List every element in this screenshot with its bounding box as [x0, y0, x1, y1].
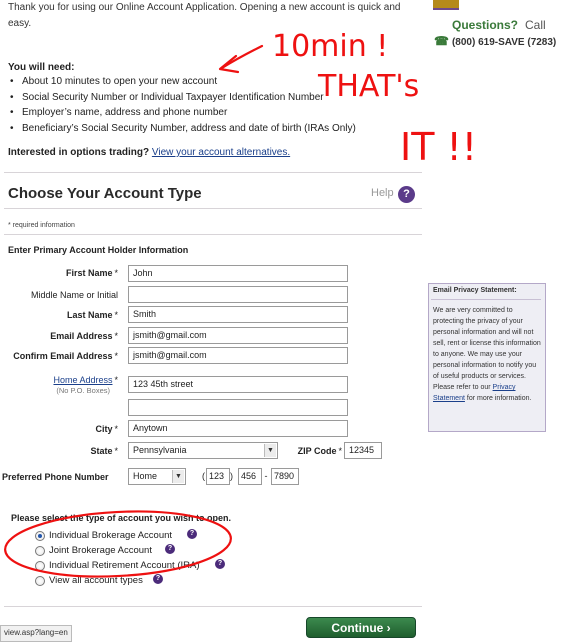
zip-label: ZIP Code * — [297, 446, 342, 456]
form-subtitle: Enter Primary Account Holder Information — [8, 245, 189, 255]
needs-item: • Social Security Number or Individual Taxpayer Identification Number — [8, 90, 356, 106]
help-icon[interactable]: ? — [165, 544, 175, 554]
help-icon[interactable]: ? — [153, 574, 163, 584]
confirm-email-input[interactable]: jsmith@gmail.com — [128, 347, 348, 364]
phone-label: Preferred Phone Number — [2, 472, 109, 482]
needs-item: • About 10 minutes to open your new account — [8, 74, 356, 90]
privacy-statement-link[interactable]: Privacy Statement — [433, 384, 516, 402]
option-label[interactable]: View all account types — [49, 575, 143, 586]
questions-call: Call — [525, 18, 546, 32]
chevron-down-icon: ▼ — [172, 470, 184, 483]
email-input[interactable]: jsmith@gmail.com — [128, 327, 348, 344]
chevron-down-icon: ▼ — [264, 444, 276, 457]
privacy-title: Email Privacy Statement: — [433, 287, 517, 294]
confirm-email-label: Confirm Email Address * — [13, 351, 118, 361]
state-label: State * — [90, 446, 118, 456]
option-label[interactable]: Individual Retirement Account (IRA) — [49, 560, 200, 571]
last-name-input[interactable]: Smith — [128, 306, 348, 323]
phone-dash: - — [264, 471, 268, 481]
help-icon[interactable]: ? — [215, 559, 225, 569]
city-label: City * — [95, 424, 118, 434]
help-icon[interactable]: ? — [398, 186, 415, 203]
phone-line-input[interactable]: 7890 — [271, 468, 299, 485]
continue-label: Continue — [331, 621, 384, 635]
phone-area-input[interactable]: 123 — [206, 468, 230, 485]
view-alternatives-link[interactable]: View your account alternatives. — [151, 147, 291, 158]
privacy-tail: for more information. — [466, 395, 532, 402]
arrow-icon — [222, 46, 262, 68]
highlight-ellipse — [3, 506, 232, 582]
help-link[interactable]: Help — [371, 187, 394, 199]
status-bar-url: view.asp?lang=en — [0, 625, 72, 642]
annotation-text: THAT's — [318, 69, 420, 104]
options-prompt: Interested in options trading? — [8, 147, 150, 158]
annotation-text: IT !! — [400, 125, 477, 169]
zip-input[interactable]: 12345 — [344, 442, 382, 459]
privacy-text: We are very committed to protecting the privacy of your personal information and will not sell, rent or license this information to anyone. We may use your personal information to notify you of useful products or services. Please refer to our — [433, 307, 541, 391]
phone-icon: ☎ — [434, 34, 449, 48]
state-select-value: Pennsylvania — [133, 445, 187, 455]
required-note: * required information — [8, 222, 75, 229]
chevron-right-icon: › — [386, 621, 391, 635]
home-address-label: Home Address * — [53, 375, 118, 385]
needs-item: • Beneficiary’s Social Security Number, address and date of birth (IRAs Only) — [8, 121, 356, 137]
phone-type-value: Home — [133, 471, 158, 481]
support-phone-number: (800) 619-SAVE (7283) — [451, 37, 557, 48]
option-label[interactable]: Joint Brokerage Account — [49, 545, 152, 556]
first-name-input[interactable]: John — [128, 265, 348, 282]
annotation-text: 10min ! — [272, 29, 389, 64]
paren-close: ) — [230, 471, 233, 481]
last-name-label: Last Name * — [66, 310, 118, 320]
option-label[interactable]: Individual Brokerage Account — [49, 530, 173, 541]
intro-text: Thank you for using our Online Account Application. Opening a new account is quick and easy. — [8, 2, 401, 29]
city-input[interactable]: Anytown — [128, 420, 348, 437]
help-icon[interactable]: ? — [187, 529, 197, 539]
first-name-label: First Name * — [65, 268, 118, 278]
questions-heading: Questions? — [452, 18, 519, 32]
address-line1-input[interactable]: 123 45th street — [128, 376, 348, 393]
phone-prefix-input[interactable]: 456 — [238, 468, 262, 485]
email-label: Email Address * — [50, 331, 118, 341]
home-address-link[interactable]: Home Address — [53, 375, 113, 385]
account-type-prompt: Please select the type of account you wish to open. — [11, 513, 232, 523]
section-title: Choose Your Account Type — [8, 185, 202, 202]
paren-open: ( — [202, 471, 205, 481]
middle-name-label: Middle Name or Initial — [30, 290, 118, 300]
po-box-hint: (No P.O. Boxes) — [56, 386, 110, 395]
needs-item: • Employer’s name, address and phone number — [8, 105, 356, 121]
needs-title: You will need: — [8, 62, 75, 73]
